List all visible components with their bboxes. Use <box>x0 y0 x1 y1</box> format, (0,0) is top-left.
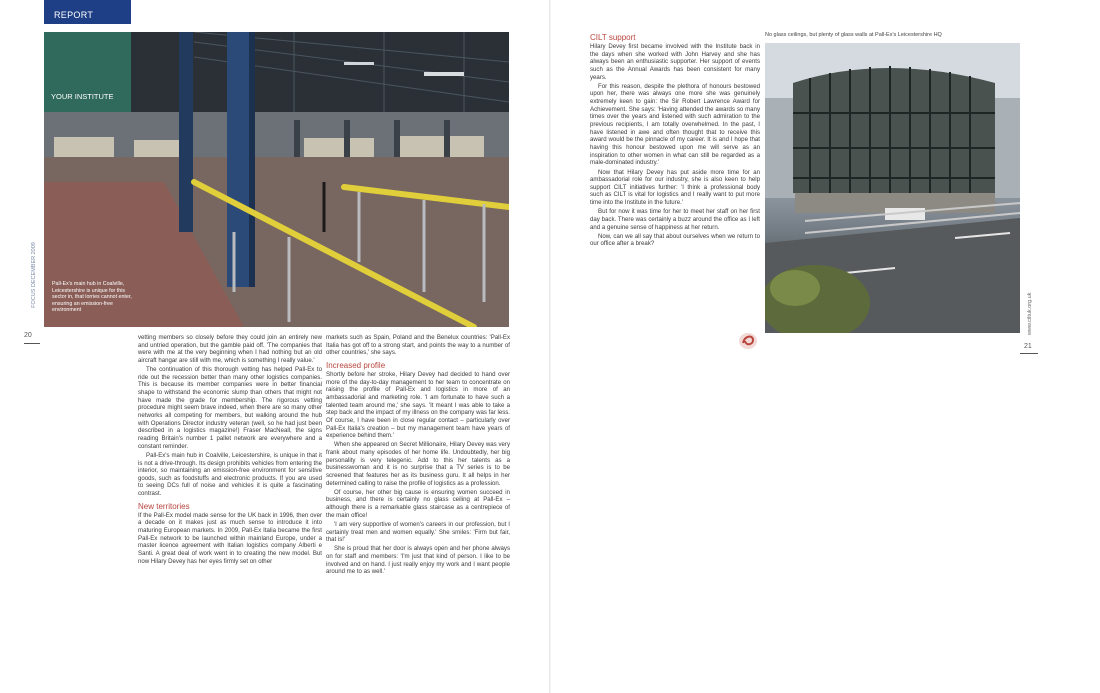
right-column <box>590 33 760 250</box>
side-folio <box>24 232 38 332</box>
building-photo-caption: No glass ceilings, but plenty of glass walls at Pall-Ex's Leicestershire HQ <box>765 32 942 38</box>
paragraph: Pall-Ex's main hub in Coalville, Leicestershire, is unique in that it is not a drive-through. Its design prohibits vehicles from entering the interior, so maintaining an emission-free environment for sensitive goods, such as foodstuffs and electronic products. If you are used to seeing DCs full of noise and vehicles it is quite a fascinating contrast. <box>138 451 322 498</box>
website-side <box>1022 280 1034 340</box>
paragraph: Now, can we all say that about ourselves when we return to our office after a break? <box>590 232 760 248</box>
building-illustration <box>765 43 1020 333</box>
paragraph: She is proud that her door is always open and her phone always on for staff and members: 'I'm just that kind of person. I like to be involved and on hand. I just really enjoy my work and I want people around me to as well.' <box>326 545 510 576</box>
heading-increased-profile: Increased profile <box>326 360 386 370</box>
paragraph: The continuation of this thorough vetting has helped Pall-Ex to ride out the recession better than many other logistics companies. This is because its member companies were in better financial shape to withstand the economic slump than others that might not have made the grade for membership. The rigorous vetting procedure might seem brave indeed, when there are so many other networks all competing for members, but walking around the hub with Operations Director industry veteran (well, so he had just been described in a logistics magazine!) Fraser MacNeall, the signs reading Britain's number 1 pallet network are everywhere and a constant reminder. <box>138 366 322 450</box>
report-tab: REPORT <box>44 0 131 24</box>
warehouse-photo-caption: Pall-Ex's main hub in Coalville, Leicestershire is unique for this sector in, that lorries cannot enter, ensuring an emission-free environment <box>52 281 132 314</box>
website-url: www.ciltuk.org.uk <box>1027 292 1033 335</box>
paragraph: Hilary Devey first became involved with the Institute back in the days when she worked with John Harvey and she has always been an enthusiastic supporter. Her support of events such as the Annual Awards has been consistent for many years. <box>590 43 760 81</box>
side-folio-text: FOCUS DECEMBER 2009 <box>31 242 37 308</box>
paragraph: Of course, her other big cause is ensuring women succeed in business, and there is certainly no glass ceiling at Pall-Ex – although there is a remarkable glass staircase as a centrepiece of the main office! <box>326 488 510 519</box>
paragraph: When she appeared on Secret Millionaire, Hilary Devey was very frank about many episodes of her home life. Undoubtedly, her big personality is very telegenic. Add to this her talents as a businesswoman and it is no surprise that a TV series is to be screened that features her as its business guru. It all helps in her determined calling to raise the profile of logistics as a profession. <box>326 441 510 487</box>
heading-cilt-support: CILT support <box>590 33 636 42</box>
heading-new-territories: New territories <box>138 501 190 511</box>
your-institute-label: YOUR INSTITUTE <box>44 32 131 112</box>
paragraph: Shortly before her stroke, Hilary Devey had decided to hand over more of the day-to-day management to her team to concentrate on raising the profile of Pall-Ex and logistics in more of an ambassadorial and marketing role. 'I am fortunate to have such a talented team around me,' she says. 'It meant I was able to take a step back and the impact of my illness on the company was far less. Of course, I have been in close regular contact – particularly over Pall-Ex Italia's creation – but my management team have years of experience behind them.' <box>326 370 510 440</box>
paragraph: For this reason, despite the plethora of honours bestowed upon her, there was always one more she was genuinely extremely keen to gain: the Sir Robert Lawrence Award for Achievement. She says: 'Having attended the awards so many times over the years and listened with such admiration to the previous recipients, I am totally overwhelmed. In the past, I have listened in awe and often thought that to receive this award would be the pinnacle of my career. It is and I hope that having this honour bestowed upon me will serve as an inspiration to other women in what can still be regarded as a male-dominated industry.' <box>590 82 760 167</box>
page-number-rule-right <box>1020 353 1038 354</box>
left-column-2 <box>326 334 510 578</box>
page-gutter <box>549 0 551 693</box>
paragraph: vetting members so closely before they could join an entirely new and untried operation, but the gamble paid off. 'The companies that were with me at the very beginning when I had nothing but an old aircraft hangar are still with me, which is something I really value.' <box>138 334 322 364</box>
paragraph: markets such as Spain, Poland and the Benelux countries: 'Pall-Ex Italia has got off to a strong start, and points the way to a number of other countries,' she says. <box>326 334 510 357</box>
paragraph: 'I am very supportive of women's careers in our profession, but I certainly treat men and women equally.' She smiles: 'Firm but fair, that is!' <box>326 520 510 544</box>
paragraph: Now that Hilary Devey has put aside more time for an ambassadorial role for our industry, she is also keen to help support CILT initiatives further: 'I think a professional body such as CILT is vital for logistics and I really want to put more time into the Institute in the future.' <box>590 168 760 207</box>
page-number-rule-left <box>24 343 40 344</box>
paragraph: But for now it was time for her to meet her staff on her first day back. There was certainly a buzz around the office as I left and a genuine sense of happiness at her return. <box>590 208 760 231</box>
left-column-1 <box>138 334 322 567</box>
building-photo <box>765 43 1020 333</box>
paragraph: If the Pall-Ex model made sense for the UK back in 1996, then over a decade on it makes just as much sense to introduce it into maturing European markets. In 2009, Pall-Ex Italia became the first Pall-Ex network to be launched within mainland Europe, under a master licence agreement with Italian logistics company Alberti e Santi. A great deal of work went in to creating the new model. But now Hilary Devey has her eyes firmly set on other <box>138 511 322 565</box>
page-number-right: 21 <box>1024 343 1032 350</box>
end-mark-icon <box>737 331 759 351</box>
page-number-left: 20 <box>24 332 32 339</box>
